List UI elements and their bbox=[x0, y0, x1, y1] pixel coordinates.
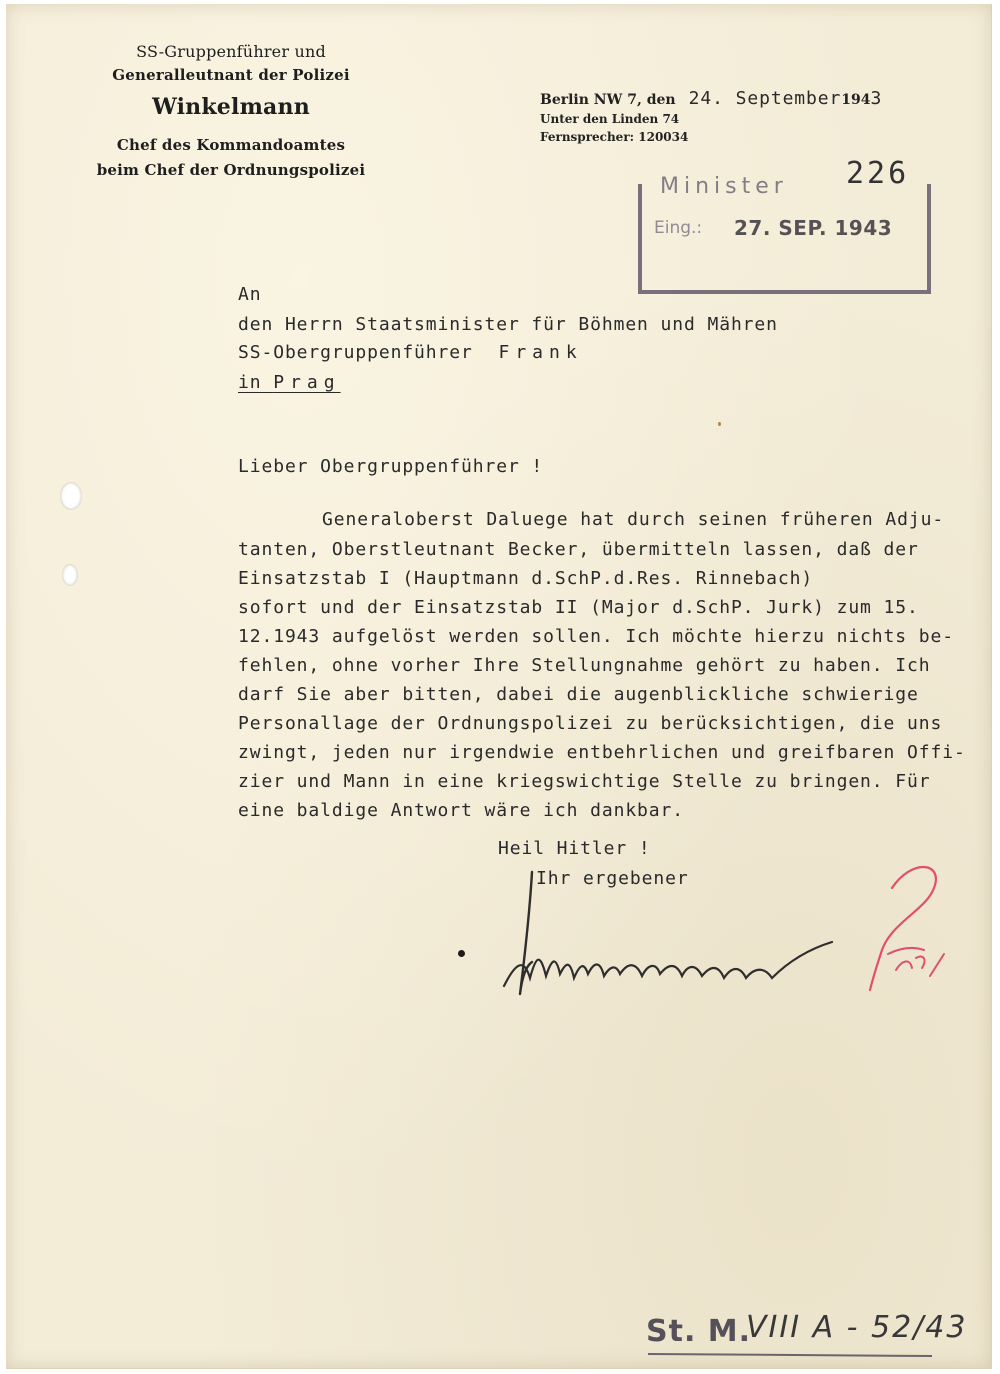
ink-dot bbox=[458, 950, 465, 957]
place-label: Berlin NW 7, den bbox=[540, 92, 676, 108]
year-printed: 194 bbox=[841, 92, 871, 108]
letter-page bbox=[6, 4, 992, 1369]
body-line: 12.1943 aufgelöst werden sollen. Ich möchte hierzu nichts be- bbox=[238, 626, 954, 647]
salutation: Lieber Obergruppenführer ! bbox=[238, 456, 544, 477]
address-line: Unter den Linden 74 bbox=[540, 112, 680, 126]
year-typed: 3 bbox=[870, 88, 883, 109]
closing-yours: Ihr ergebener bbox=[536, 868, 689, 889]
body-line: tanten, Oberstleutnant Becker, übermitteln lassen, daß der bbox=[238, 539, 919, 560]
phone-line: Fernsprecher: 120034 bbox=[540, 130, 689, 144]
recipient-city: Prag bbox=[273, 372, 341, 393]
letterhead-rank-2: Generalleutnant der Polizei bbox=[112, 66, 350, 84]
recipient-line-2 bbox=[238, 342, 583, 363]
reference-handwritten: VIII A - 52/43 bbox=[746, 1310, 968, 1345]
punch-hole-bottom bbox=[62, 564, 78, 586]
ink-speck bbox=[718, 422, 721, 426]
body-line: Personallage der Ordnungspolizei zu berücksichtigen, die uns bbox=[238, 713, 943, 734]
body-line: eine baldige Antwort wäre ich dankbar. bbox=[238, 800, 685, 821]
recipient-name: Frank bbox=[498, 342, 583, 363]
body-line: darf Sie aber bitten, dabei die augenblickliche schwierige bbox=[238, 684, 919, 705]
received-stamp bbox=[638, 174, 931, 294]
body-line: zier und Mann in eine kriegswichtige Stelle zu bringen. Für bbox=[238, 771, 931, 792]
body-line: sofort und der Einsatzstab II (Major d.SchP. Jurk) zum 15. bbox=[238, 597, 919, 618]
recipient-line-3 bbox=[238, 372, 341, 393]
letterhead-name: Winkelmann bbox=[152, 94, 310, 120]
place-date-line bbox=[540, 88, 882, 109]
punch-hole-top bbox=[60, 482, 82, 510]
recipient-in: in bbox=[238, 372, 262, 393]
body-line: fehlen, ohne vorher Ihre Stellungnahme gehört zu haben. Ich bbox=[238, 655, 931, 676]
letterhead-office-1: Chef des Kommandoamtes bbox=[116, 136, 346, 154]
recipient-title: SS-Obergruppenführer bbox=[238, 342, 473, 363]
reference-stamp: St. M. bbox=[646, 1314, 752, 1349]
letterhead-office-2: beim Chef der Ordnungspolizei bbox=[96, 161, 366, 179]
letter-date: 24. September bbox=[688, 88, 842, 109]
reference-underline bbox=[646, 1348, 936, 1362]
body-line: zwingt, jeden nur irgendwie entbehrlichen und greifbaren Offi- bbox=[238, 742, 966, 763]
stamp-received-label: Eing.: bbox=[654, 218, 703, 238]
handwritten-signature bbox=[496, 866, 836, 1016]
stamp-entry-number: 226 bbox=[846, 156, 910, 191]
recipient-line-1: den Herrn Staatsminister für Böhmen und Mähren bbox=[238, 314, 778, 335]
letterhead-rank: SS-Gruppenführer und bbox=[136, 42, 326, 61]
recipient-to: An bbox=[238, 284, 262, 305]
body-line: Generaloberst Daluege hat durch seinen früheren Adju- bbox=[322, 509, 945, 530]
body-line: Einsatzstab I (Hauptmann d.SchP.d.Res. Rinnebach) bbox=[238, 568, 814, 589]
stamp-heading: Minister bbox=[660, 174, 788, 199]
red-pencil-initials bbox=[852, 858, 952, 998]
closing-greeting: Heil Hitler ! bbox=[498, 838, 651, 859]
stamp-received-date: 27. SEP. 1943 bbox=[734, 216, 893, 240]
